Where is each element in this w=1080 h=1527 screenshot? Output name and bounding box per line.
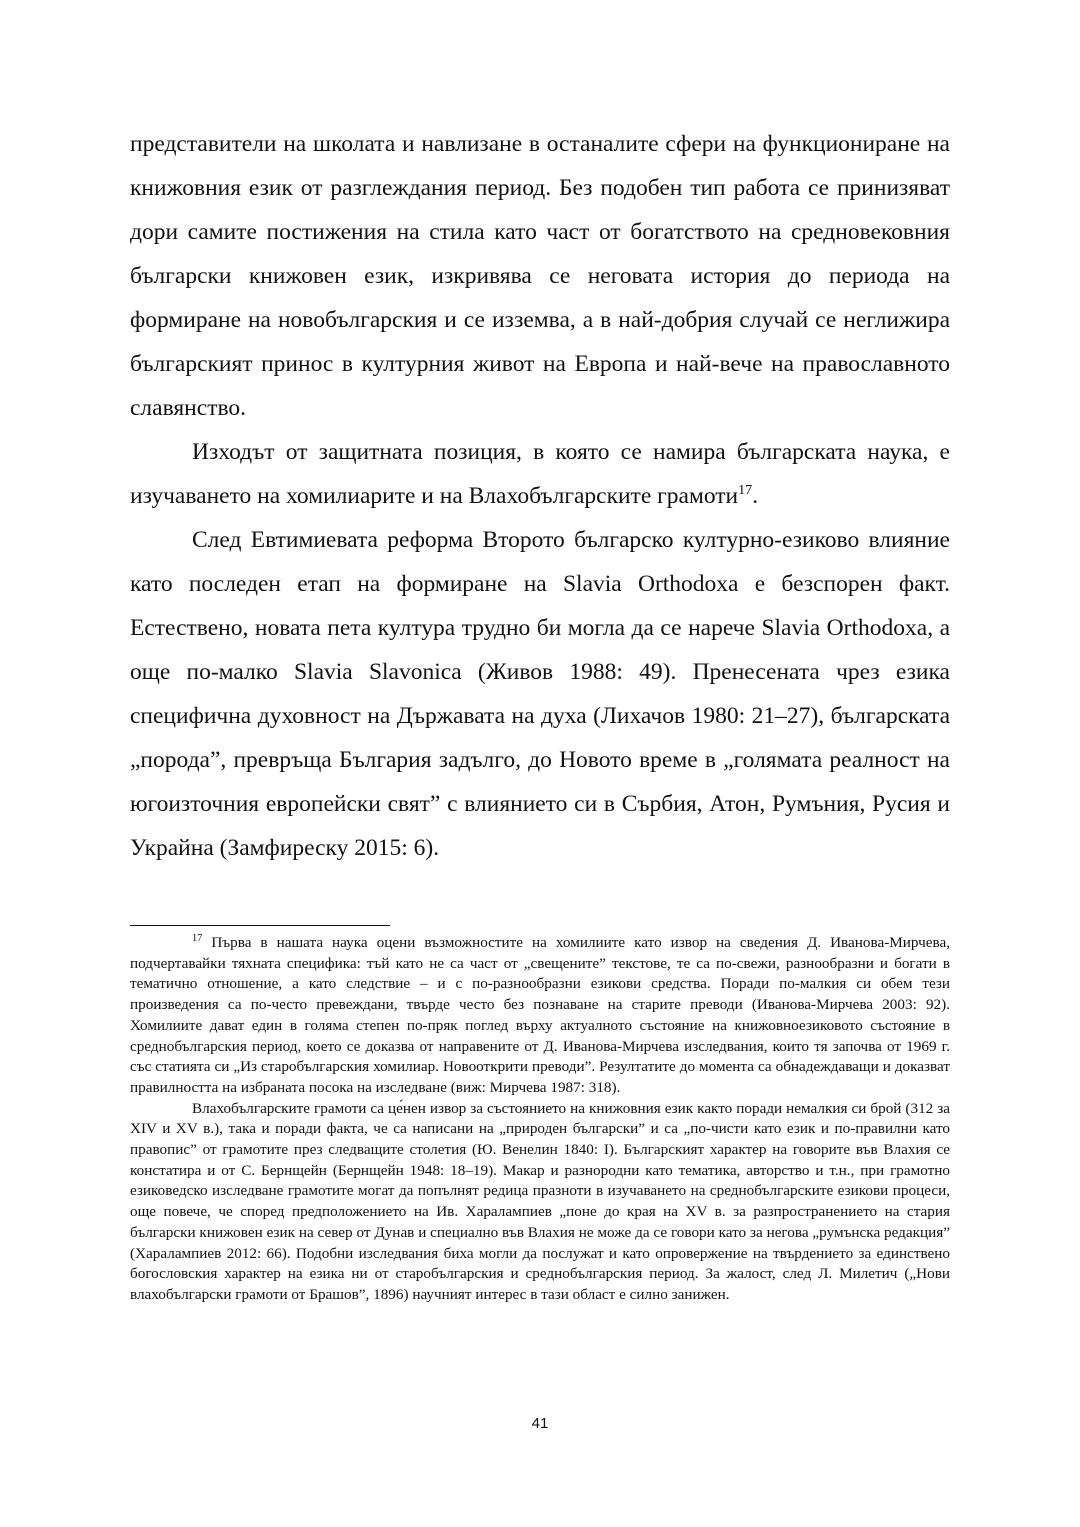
main-text	[130, 122, 950, 870]
footnote-separator	[130, 925, 390, 926]
paragraph-2-end: .	[752, 483, 759, 509]
paragraph-1: представители на школата и навлизане в останалите сфери на функциониране на книжовния език от разглеждания период. Без подобен тип работа се принизяват дори самите постижения на стила като част от богатството на средновековния български книжовен език, изкривява се неговата история до периода на формиране на новобългарския и се изземва, а в най-добрия случай се неглижира българският принос в културния живот на Европа и най-вече на православното славянство.	[130, 131, 950, 421]
footnote-17-number: 17	[192, 932, 203, 944]
footnotes	[130, 933, 950, 1306]
page-number: 41	[531, 1415, 549, 1432]
paragraph-2-text: Изходът от защитната позиция, в която се намира българската наука, е изучаването на хомилиарите и на Влахобългарските грамоти	[130, 439, 950, 509]
paragraph-3: След Евтимиевата реформа Второто българско културно-езиково влияние като последен етап на формиране на Slavia Orthodoxa е безспорен факт. Естествено, новата пета култура трудно би могла да се нарече Slavia Orthodoxa, а още по-малко Slavia Slavonica (Живов 1988: 49). Пренесената чрез езика специфична духовност на Държавата на духа (Лихачов 1980: 21–27), българската „порода”, превръща България задълго, до Новото време в „голямата реалност на югоизточния европейски свят” с влиянието си в Сърбия, Атон, Румъния, Русия и Украйна (Замфиреску 2015: 6).	[130, 527, 950, 861]
footnote-17	[130, 933, 950, 1099]
footnote-reference-17: 17	[738, 482, 753, 499]
paragraph-2	[130, 430, 950, 518]
footnote-17-continuation: Влахобългарските грамоти са це́нен извор за състоянието на книжовния език както поради немалкия си брой (312 за XIV и XV в.), така и поради факта, че са написани на „природен български” и са „по-чисти като език и по-правилни като правопис” от грамотите през следващите столетия (Ю. Венелин 1840: I). Българският характер на говорите във Влахия се констатира и от С. Бернщейн (Бернщейн 1948: 18–19). Макар и разнородни като тематика, авторство и т.н., при грамотно езиковедско изследване грамотите могат да попълнят редица празноти в изучаването на среднобългарските езикови процеси, още повече, че според предположението на Ив. Харалампиев „поне до края на XV в. за разпространението на стария български книжовен език на север от Дунав и специално във Влахия не може да се говори като за негова „румънска редакция” (Харалампиев 2012: 66). Подобни изследвания биха могли да послужат и като опровержение на твърдението за единствено богословския характер на езика ни от старобългарския и среднобългарския период. За жалост, след Л. Милетич („Нови влахобългарски грамоти от Брашов”, 1896) научният интерес в тази област е силно занижен.	[130, 1099, 950, 1303]
footnote-17-text: Първа в нашата наука оцени възможностите на хомилиите като извор на сведения Д. Иванова-Мирчева, подчертавайки тяхната специфика: тъй като не са част от „свещените” текстове, те са по-свежи, разнообразни и богати в тематично отношение, а като следствие – и с по-разнообразни езикови средства. Поради по-малкия си обем тези произведения са по-често превеждани, твърде често без познаване на старите преводи (Иванова-Мирчева 2003: 92). Хомилиите дават един в голяма степен по-пряк поглед върху актуалното състояние на книжовноезиковото състояние в среднобългарския период, което се доказва от направените от Д. Иванова-Мирчева изследвания, които тя започва от 1969 г. със статията си „Из старобългарския хомилиар. Новооткрити преводи”. Резултатите до момента са обнадеждаващи и доказват правилността на избраната посока на изследване (виж: Мирчева 1987: 318).	[130, 934, 950, 1096]
